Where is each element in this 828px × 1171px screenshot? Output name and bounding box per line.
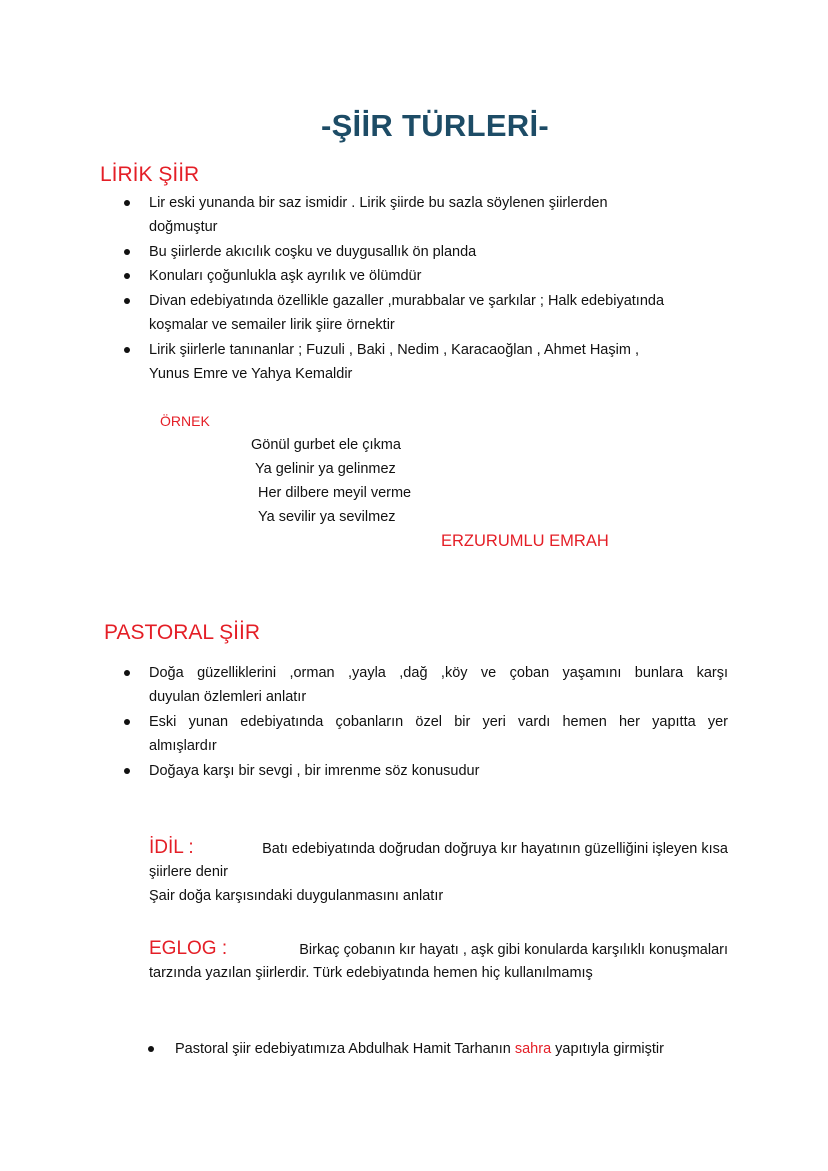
pastoral-bullet-1-line-2: duyulan özlemleri anlatır [149, 689, 307, 705]
lirik-heading: LİRİK ŞİİR [100, 163, 200, 186]
idil-label: İDİL : [149, 837, 194, 858]
final-text-after: yapıtıyla girmiştir [555, 1041, 664, 1057]
lirik-bullet-1-line-1: Lir eski yunanda bir saz ismidir . Lirik şiirde bu sazla söylenen şiirlerden [149, 195, 608, 211]
eglog-label: EGLOG : [149, 938, 228, 959]
lirik-bullet-4-line-1: Divan edebiyatında özellikle gazaller ,murabbalar ve şarkılar ; Halk edebiyatında [149, 293, 665, 309]
eglog-text-1: Birkaç çobanın kır hayatı , aşk gibi konularda karşılıklı konuşmaları [299, 942, 728, 958]
bullet-icon [124, 200, 130, 206]
pastoral-heading: PASTORAL ŞİİR [104, 621, 260, 644]
eglog-line-2: tarzında yazılan şiirlerdir. Türk edebiyatında hemen hiç kullanılmamış [149, 965, 593, 981]
bullet-icon [124, 273, 130, 279]
idil-line-1 [149, 835, 728, 862]
idil-text-1: Batı edebiyatında doğrudan doğruya kır hayatının güzelliğini işleyen kısa [262, 841, 728, 857]
idil-line-2: şiirlere denir [149, 864, 228, 880]
pastoral-bullet-2-line-2: almışlardır [149, 738, 217, 754]
bullet-icon [124, 719, 130, 725]
lirik-bullet-5-line-2: Yunus Emre ve Yahya Kemaldir [149, 366, 353, 382]
pastoral-bullet-1-line-1: Doğa güzelliklerini ,orman ,yayla ,dağ ,köy ve çoban yaşamını bunlara karşı [149, 665, 728, 681]
bullet-icon [124, 347, 130, 353]
pastoral-bullet-2-line-1: Eski yunan edebiyatında çobanların özel bir yeri vardı hemen her yapıtta yer [149, 714, 728, 730]
poem-line-1: Gönül gurbet ele çıkma [251, 437, 401, 453]
bullet-icon [124, 768, 130, 774]
pastoral-bullet-3: Doğaya karşı bir sevgi , bir imrenme söz konusudur [149, 763, 480, 779]
poem-line-4: Ya sevilir ya sevilmez [258, 509, 396, 525]
lirik-bullet-1-line-2: doğmuştur [149, 219, 218, 235]
final-text-before: Pastoral şiir edebiyatımıza Abdulhak Hamit Tarhanın [175, 1041, 511, 1057]
bullet-icon [124, 298, 130, 304]
lirik-bullet-4-line-2: koşmalar ve semailer lirik şiire örnektir [149, 317, 395, 333]
poem-line-2: Ya gelinir ya gelinmez [255, 461, 396, 477]
poem-line-3: Her dilbere meyil verme [258, 485, 412, 501]
lirik-bullet-3: Konuları çoğunlukla aşk ayrılık ve ölümdür [149, 268, 422, 284]
final-bullet [175, 1039, 664, 1059]
bullet-icon [148, 1046, 154, 1052]
idil-line-3: Şair doğa karşısındaki duygulanmasını anlatır [149, 888, 444, 904]
bullet-icon [124, 249, 130, 255]
lirik-bullet-5-line-1: Lirik şiirlerle tanınanlar ; Fuzuli , Baki , Nedim , Karacaoğlan , Ahmet Haşim , [149, 342, 639, 358]
eglog-line-1 [149, 936, 728, 963]
final-highlight: sahra [514, 1041, 552, 1057]
bullet-icon [124, 670, 130, 676]
page-title: -ŞİİR TÜRLERİ- [320, 108, 550, 143]
lirik-bullet-2: Bu şiirlerde akıcılık coşku ve duygusallık ön planda [149, 244, 477, 260]
example-label: ÖRNEK [160, 413, 210, 429]
poet-name: ERZURUMLU EMRAH [441, 532, 609, 550]
